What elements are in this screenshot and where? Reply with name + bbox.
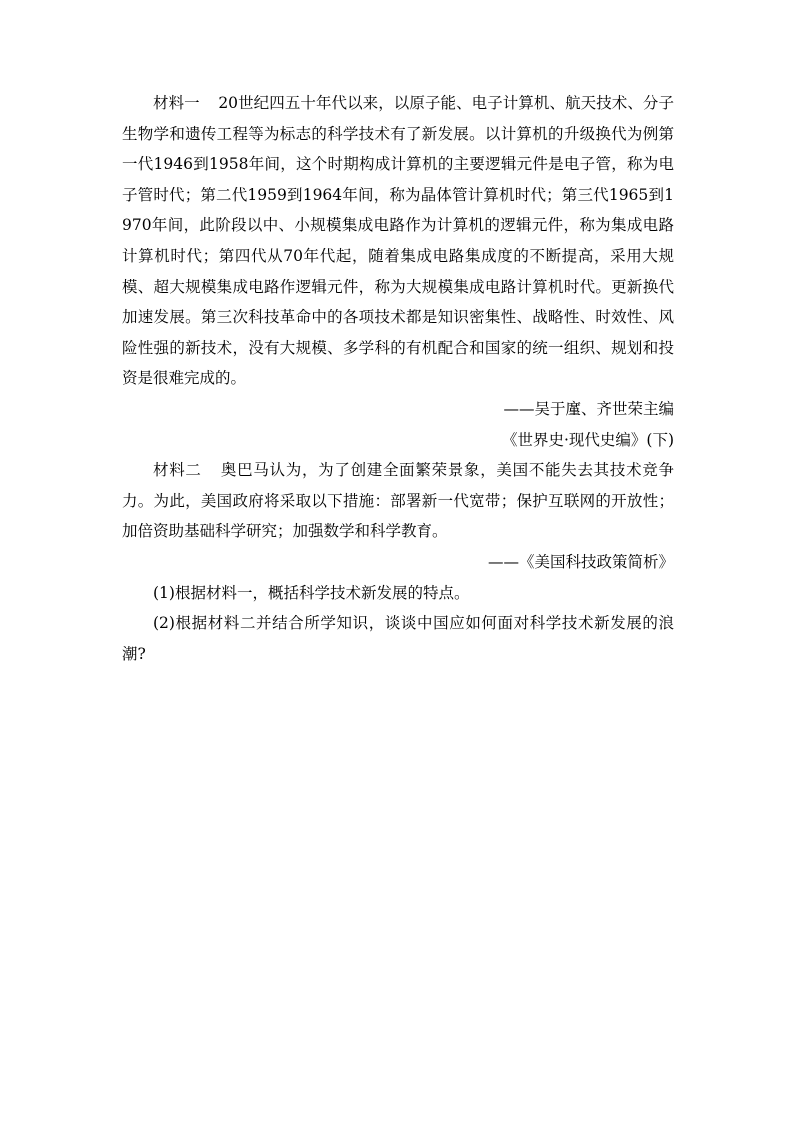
document-page: [122, 88, 674, 669]
material-one-paragraph: [122, 88, 674, 394]
material-one-text: 20世纪四五十年代以来，以原子能、电子计算机、航天技术、分子生物学和遗传工程等为标志的科学技术有了新发展。以计算机的升级换代为例第一代1946到1958年间，这个时期构成计算机的主要逻辑元件是电子管，称为电子管时代；第二代1959到1964年间，称为晶体管计算机时代；第三代1965到1970年间，此阶段以中、小规模集成电路作为计算机的逻辑元件，称为集成电路计算机时代；第四代从70年代起，随着集成电路集成度的不断提高，采用大规模、超大规模集成电路作逻辑元件，称为大规模集成电路计算机时代。更新换代加速发展。第三次科技革命中的各项技术都是知识密集性、战略性、时效性、风险性强的新技术，没有大规模、多学科的有机配合和国家的统一组织、规划和投资是很难完成的。: [122, 94, 674, 388]
question-one: (1)根据材料一，概括科学技术新发展的特点。: [153, 583, 470, 602]
question-two: (2)根据材料二并结合所学知识，谈谈中国应如何面对科学技术新发展的浪潮?: [122, 614, 674, 663]
material-two-source: ——《美国科技政策简析》: [487, 552, 674, 571]
material-one-source-author: ——吴于廑、齐世荣主编: [503, 399, 674, 418]
material-two-text: 奥巴马认为，为了创建全面繁荣景象，美国不能失去其技术竞争力。为此，美国政府将采取以下措施：部署新一代宽带；保护互联网的开放性；加倍资助基础科学研究；加强数学和科学教育。: [122, 461, 674, 541]
material-one-label: 材料一: [153, 94, 200, 112]
material-two-paragraph: [122, 455, 674, 547]
material-one-source-book: 《世界史·现代史编》(下): [501, 430, 674, 449]
material-two-label: 材料二: [153, 461, 202, 480]
